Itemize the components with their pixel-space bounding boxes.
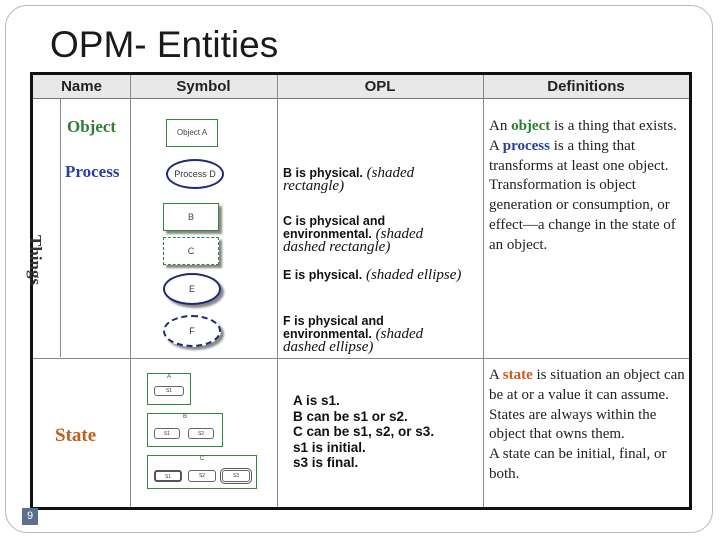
text: An <box>489 118 512 134</box>
definition-state <box>489 366 689 406</box>
opl-b-bold: B is physical. <box>283 166 363 180</box>
keyword-object: object <box>511 118 551 134</box>
opl-f-bold: F is physical and environmental. <box>283 314 384 341</box>
row-divider <box>33 358 689 359</box>
state-object-b <box>147 413 223 447</box>
opl-e <box>283 269 463 282</box>
physical-process-e-symbol: E <box>163 273 221 305</box>
text: A <box>489 367 503 383</box>
process-d-symbol: Process D <box>166 159 224 189</box>
col-divider <box>130 75 131 507</box>
opl-c <box>283 215 463 254</box>
keyword-state: state <box>502 367 533 383</box>
environmental-object-c-symbol: C <box>163 237 219 265</box>
definitions-things <box>489 117 689 256</box>
environmental-process-f-symbol: F <box>163 315 221 347</box>
slide-title: OPM- Entities <box>50 24 279 65</box>
definition-state-ownership: States are always within the object that owns them. <box>489 406 657 443</box>
col-divider <box>483 75 484 507</box>
name-state: State <box>55 425 97 446</box>
opl-state-line: s3 is final. <box>293 455 359 470</box>
opl-b-italic: (shaded rectangle) <box>283 165 415 194</box>
opl-f-italic: (shaded dashed ellipse) <box>283 326 424 355</box>
text: is situation an object can be at or a value it can assume. <box>489 367 685 403</box>
slide-number: 9 <box>22 508 38 525</box>
col-divider <box>277 75 278 507</box>
definition-transformation: Transformation is object generation or consumption, or effect—a change in the state of an object. <box>489 177 676 253</box>
text: is a thing that transforms at least one object. <box>489 137 669 174</box>
state-s2: S2 <box>188 428 214 439</box>
object-a-symbol: Object A <box>166 119 218 147</box>
state-s1: S1 <box>154 386 184 396</box>
keyword-process: process <box>502 137 550 154</box>
opl-b <box>283 167 463 193</box>
state-object-c-label: C <box>199 456 205 462</box>
opl-c-italic: (shaded dashed rectangle) <box>283 226 424 255</box>
definitions-state <box>489 366 689 485</box>
name-object: Object <box>67 117 117 136</box>
header-symbol: Symbol <box>130 75 277 99</box>
entities-table <box>26 72 692 510</box>
definition-state-initial-final: A state can be initial, final, or both. <box>489 446 667 482</box>
state-object-b-label: B <box>182 414 187 420</box>
state-s3-final: S3 <box>222 470 250 482</box>
things-label: Things <box>26 235 45 286</box>
header-definitions: Definitions <box>483 75 689 99</box>
state-object-a-label: A <box>166 374 171 380</box>
state-s1-initial: S1 <box>154 470 182 482</box>
physical-object-b-symbol: B <box>163 203 219 231</box>
state-s1: S1 <box>154 428 180 439</box>
opl-state-line: s1 is initial. <box>293 439 366 455</box>
opl-state-line: A is s1. <box>293 393 340 408</box>
opl-state-line: B can be s1 or s2. <box>293 408 408 424</box>
state-object-c <box>147 455 257 489</box>
things-divider <box>60 99 61 357</box>
opl-e-italic: (shaded ellipse) <box>362 267 462 283</box>
opl-state-line: C can be s1, s2, or s3. <box>293 424 435 439</box>
text: A <box>489 137 503 154</box>
state-s2: S2 <box>188 470 216 482</box>
header-name: Name <box>33 75 130 99</box>
name-process: Process <box>65 162 120 181</box>
opl-c-bold: C is physical and environmental. <box>283 214 386 241</box>
opl-e-bold: E is physical. <box>283 268 363 282</box>
opl-f <box>283 315 463 354</box>
state-object-a <box>147 373 191 405</box>
definition-object <box>489 117 689 137</box>
definition-process <box>489 137 689 177</box>
text: is a thing that exists. <box>550 118 677 134</box>
opl-state-lines <box>293 393 434 471</box>
header-opl: OPL <box>277 75 483 99</box>
